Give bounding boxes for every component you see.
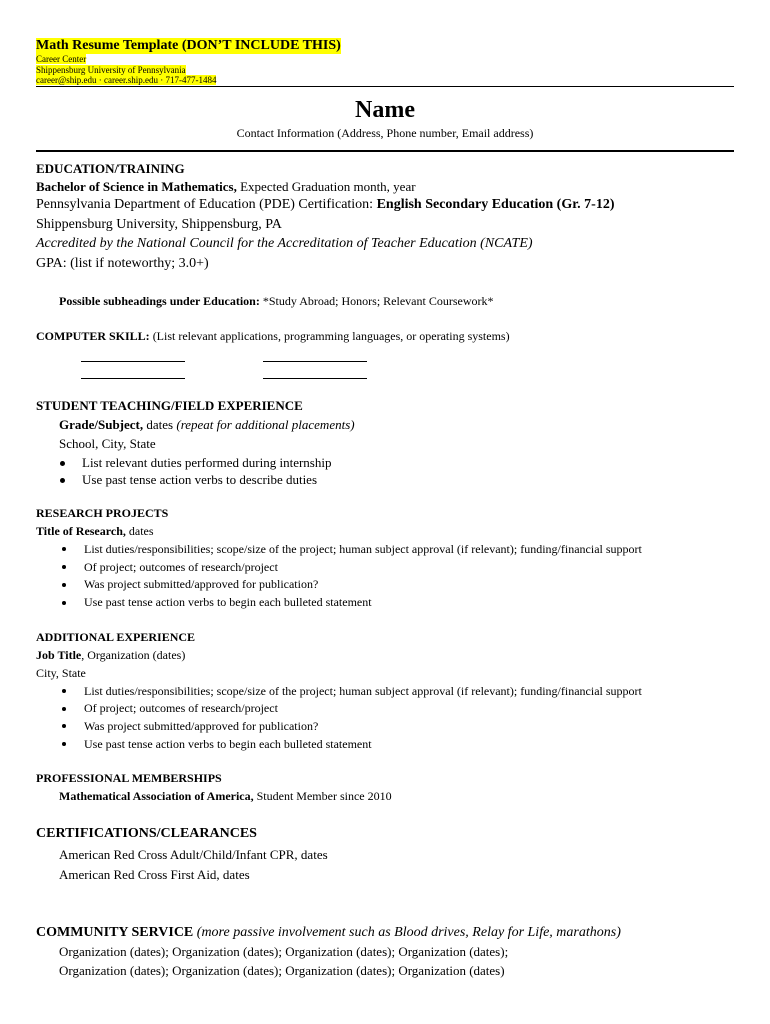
certification-item: American Red Cross Adult/Child/Infant CPR, dates bbox=[59, 847, 328, 862]
bullet-icon bbox=[62, 565, 66, 569]
template-title: Math Resume Template (DON’T INCLUDE THIS) bbox=[36, 38, 341, 53]
skill-blank bbox=[263, 361, 367, 362]
resume-name: Name bbox=[355, 97, 415, 123]
header-rule-thick bbox=[36, 150, 734, 152]
bullet-icon bbox=[62, 707, 66, 711]
research-dates: dates bbox=[125, 524, 154, 538]
school-line: Shippensburg University, Shippensburg, PA bbox=[36, 217, 282, 232]
list-item: Use past tense action verbs to describe duties bbox=[82, 472, 318, 487]
degree-date: Expected Graduation month, year bbox=[236, 179, 416, 194]
membership-org: Mathematical Association of America, bbox=[59, 789, 254, 803]
accreditation-line: Accredited by the National Council for the Accreditation of Teacher Education (NCATE) bbox=[36, 236, 533, 251]
list-item: Of project; outcomes of research/project bbox=[84, 560, 278, 574]
subheadings-text: *Study Abroad; Honors; Relevant Coursework* bbox=[259, 294, 494, 308]
grade-subject-line bbox=[59, 417, 355, 433]
list-item: List duties/responsibilities; scope/size of the project; human subject approval (if relevant); funding/financial support bbox=[84, 684, 642, 698]
bullet-icon bbox=[62, 583, 66, 587]
certification-line bbox=[36, 197, 614, 213]
list-item: List relevant duties performed during internship bbox=[82, 455, 332, 470]
community-line-1: Organization (dates); Organization (dates); Organization (dates); Organization (dates); bbox=[59, 944, 509, 959]
bullet-icon bbox=[60, 478, 65, 483]
grade-dates: dates bbox=[143, 417, 177, 432]
computer-skill-heading: COMPUTER SKILL: bbox=[36, 329, 150, 343]
job-organization: , Organization (dates) bbox=[81, 648, 186, 662]
research-title: Title of Research, bbox=[36, 524, 126, 538]
certification-item: American Red Cross First Aid, dates bbox=[59, 867, 250, 882]
computer-skill-line bbox=[36, 329, 510, 344]
contact-info: Contact Information (Address, Phone number, Email address) bbox=[236, 126, 534, 140]
bullet-icon bbox=[62, 724, 66, 728]
school-location: School, City, State bbox=[59, 436, 156, 451]
list-item: List duties/responsibilities; scope/size of the project; human subject approval (if relevant); funding/financial support bbox=[84, 542, 642, 556]
list-item: Was project submitted/approved for publication? bbox=[84, 577, 319, 591]
job-title-line bbox=[36, 648, 185, 663]
education-heading: EDUCATION/TRAINING bbox=[36, 161, 185, 176]
grade-subject: Grade/Subject, bbox=[59, 417, 144, 432]
skill-blank bbox=[263, 378, 367, 379]
skill-blank bbox=[81, 361, 185, 362]
membership-detail: Student Member since 2010 bbox=[253, 789, 392, 803]
community-note: (more passive involvement such as Blood drives, Relay for Life, marathons) bbox=[193, 925, 621, 940]
research-title-line bbox=[36, 524, 154, 539]
gpa-line: GPA: (list if noteworthy; 3.0+) bbox=[36, 256, 209, 271]
subheadings-line bbox=[59, 294, 494, 309]
bullet-icon bbox=[62, 547, 66, 551]
list-item: Of project; outcomes of research/project bbox=[84, 701, 278, 715]
additional-heading: ADDITIONAL EXPERIENCE bbox=[36, 630, 196, 644]
bullet-icon bbox=[62, 689, 66, 693]
grade-note: (repeat for additional placements) bbox=[176, 417, 355, 432]
certification-area: English Secondary Education (Gr. 7-12) bbox=[376, 197, 615, 212]
certification-prefix: Pennsylvania Department of Education (PDE) Certification: bbox=[36, 197, 377, 212]
research-heading: RESEARCH PROJECTS bbox=[36, 506, 169, 520]
template-line-1: Career Center bbox=[36, 54, 87, 64]
template-line-2: Shippensburg University of Pennsylvania bbox=[36, 65, 186, 75]
student-teaching-heading: STUDENT TEACHING/FIELD EXPERIENCE bbox=[36, 398, 303, 413]
certifications-heading: CERTIFICATIONS/CLEARANCES bbox=[36, 826, 257, 841]
job-title: Job Title bbox=[36, 648, 82, 662]
list-item: Use past tense action verbs to begin each bulleted statement bbox=[84, 737, 372, 751]
skill-blank bbox=[81, 378, 185, 379]
memberships-heading: PROFESSIONAL MEMBERSHIPS bbox=[36, 771, 222, 785]
community-heading-line bbox=[36, 925, 621, 941]
degree-title: Bachelor of Science in Mathematics, bbox=[36, 179, 237, 194]
community-line-2: Organization (dates); Organization (dates); Organization (dates); Organization (dates) bbox=[59, 963, 505, 978]
list-item: Use past tense action verbs to begin each bulleted statement bbox=[84, 595, 372, 609]
community-heading: COMMUNITY SERVICE bbox=[36, 925, 194, 940]
list-item: Was project submitted/approved for publication? bbox=[84, 719, 319, 733]
header-rule-thin bbox=[36, 86, 734, 87]
subheadings-label: Possible subheadings under Education: bbox=[59, 294, 260, 308]
degree-line bbox=[36, 179, 416, 195]
bullet-icon bbox=[60, 461, 65, 466]
job-location: City, State bbox=[36, 666, 86, 680]
bullet-icon bbox=[62, 742, 66, 746]
bullet-icon bbox=[62, 601, 66, 605]
membership-line bbox=[59, 789, 392, 804]
template-line-3: career@ship.edu · career.ship.edu · 717-477-1484 bbox=[36, 75, 217, 85]
computer-skill-note: (List relevant applications, programming languages, or operating systems) bbox=[149, 329, 510, 343]
